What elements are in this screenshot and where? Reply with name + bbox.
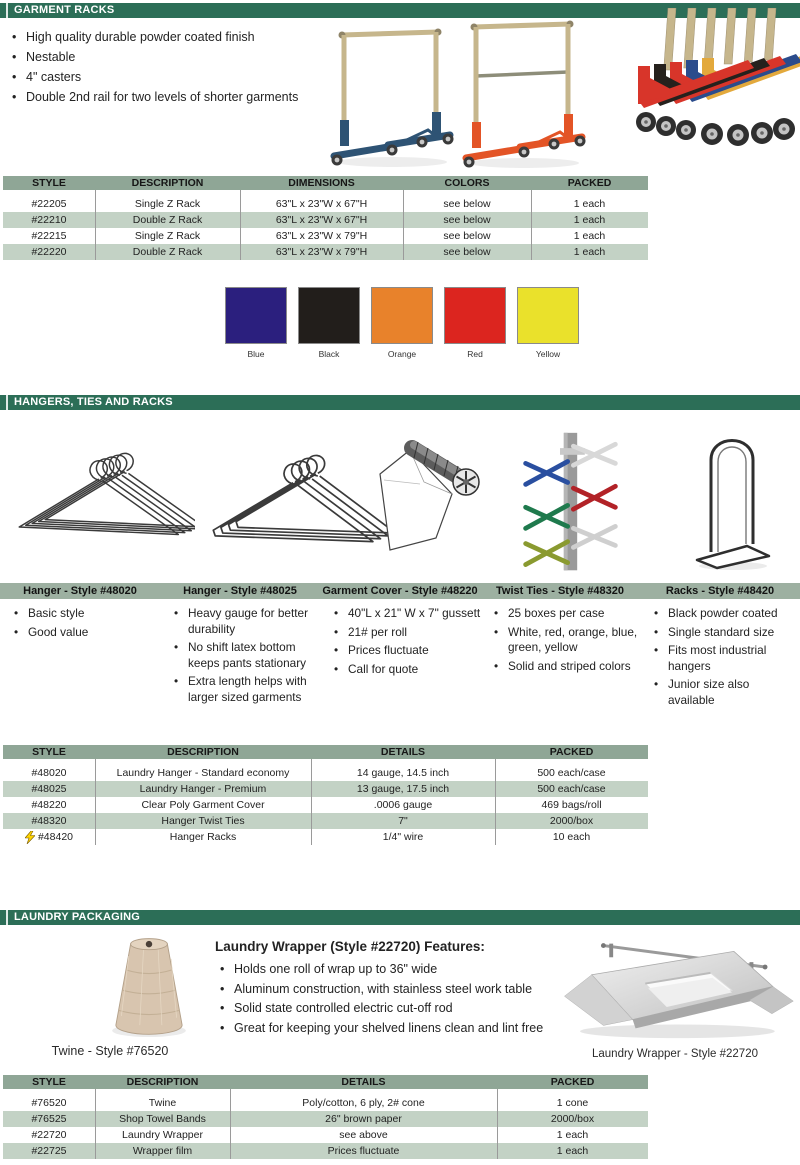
cell-style: #22720 — [31, 1129, 67, 1141]
color-swatch-black — [298, 287, 360, 344]
table-row — [3, 1111, 648, 1127]
feature-item: • Great for keeping your shelved linens clean and lint free — [218, 1019, 548, 1039]
cell-packed: 500 each/case — [537, 783, 606, 795]
color-swatch-orange — [371, 287, 433, 344]
cell-style: #76525 — [31, 1113, 67, 1125]
double-z-rack-image — [462, 14, 587, 169]
cell-details: Prices fluctuate — [327, 1145, 400, 1157]
cell-details: 14 gauge, 14.5 inch — [356, 767, 450, 779]
cell-description: Clear Poly Garment Cover — [141, 799, 265, 811]
header-accent-line — [6, 910, 8, 925]
premium-hanger-image — [200, 438, 390, 573]
cell-style: #22210 — [31, 214, 67, 226]
cell-colors: see below — [443, 230, 491, 242]
cell-packed: 1 cone — [556, 1097, 589, 1109]
hanger-48025-bullets — [172, 606, 324, 708]
cell-dimensions: 63"L x 23"W x 67"H — [275, 214, 368, 226]
bullet-item: • 25 boxes per case — [492, 606, 642, 622]
bullet-item: • Single standard size — [652, 625, 792, 641]
cell-details: 1/4" wire — [382, 831, 424, 843]
cell-dimensions: 63"L x 23"W x 79"H — [275, 230, 368, 242]
column-header: STYLE — [32, 177, 66, 189]
feature-item: • Holds one roll of wrap up to 36" wide — [218, 960, 548, 980]
cell-style-text: #48420 — [37, 831, 74, 843]
cell-style: #22725 — [31, 1145, 67, 1157]
cell-packed: 1 each — [573, 198, 606, 210]
twine-caption: Twine - Style #76520 — [51, 1044, 169, 1058]
column-header: PACKED — [567, 177, 612, 189]
column-header: PACKED — [549, 746, 594, 758]
cell-packed: 500 each/case — [537, 767, 606, 779]
bullet-item: • 40"L x 21" W x 7" gussett — [332, 606, 484, 622]
cell-description: Single Z Rack — [134, 198, 201, 210]
column-header: DESCRIPTION — [167, 746, 239, 758]
cell-style: #22215 — [31, 230, 67, 242]
hanger-48020-bullets — [12, 606, 160, 643]
cell-style — [3, 831, 95, 844]
bullet-item: • Solid and striped colors — [492, 659, 642, 675]
column-divider — [495, 759, 496, 845]
cell-packed: 2000/box — [550, 1113, 595, 1125]
swatch-label: Yellow — [535, 349, 561, 359]
nested-racks-image — [628, 8, 800, 148]
table-row — [3, 1127, 648, 1143]
table-row — [3, 228, 648, 244]
laundry-wrapper-image — [552, 930, 797, 1042]
column-header: COLORS — [444, 177, 490, 189]
cell-packed: 1 each — [573, 230, 606, 242]
product-column-header: Hanger - Style #48020 — [23, 585, 137, 597]
column-header: DETAILS — [380, 746, 426, 758]
cell-description: Hanger Racks — [169, 831, 237, 843]
bullet-item: • White, red, orange, blue, green, yellow — [492, 625, 642, 656]
table-row — [3, 1095, 648, 1111]
cell-description: Laundry Hanger - Premium — [139, 783, 267, 795]
twine-image — [103, 931, 195, 1041]
bullet-item: • Extra length helps with larger sized garments — [172, 674, 324, 705]
cell-details: .0006 gauge — [373, 799, 433, 811]
cell-description: Double Z Rack — [132, 246, 203, 258]
column-header: DETAILS — [341, 1076, 386, 1088]
bullet-item: • Call for quote — [332, 662, 484, 678]
cell-packed: 1 each — [556, 1129, 589, 1141]
product-column-headers — [0, 583, 800, 599]
cell-dimensions: 63"L x 23"W x 67"H — [275, 198, 368, 210]
cell-description: Laundry Hanger - Standard economy — [116, 767, 290, 779]
twist-ties-image — [518, 428, 623, 578]
cell-colors: see below — [443, 198, 491, 210]
wrapper-features-list — [218, 960, 548, 1038]
bullet-item: • No shift latex bottom keeps pants stationary — [172, 640, 324, 671]
swatch-label: Blue — [247, 349, 265, 359]
color-swatch-red — [444, 287, 506, 344]
garment-cover-image — [372, 422, 487, 567]
table-row — [3, 797, 648, 813]
color-swatch-blue — [225, 287, 287, 344]
single-z-rack-image — [330, 18, 455, 168]
product-column-header: Garment Cover - Style #48220 — [322, 585, 478, 597]
table-row — [3, 244, 648, 260]
section-title: HANGERS, TIES AND RACKS — [14, 396, 173, 408]
column-header: DESCRIPTION — [126, 1076, 199, 1088]
cell-style: #22220 — [31, 246, 67, 258]
section-header-hangers-ties-racks — [0, 395, 800, 410]
table-body — [3, 1089, 648, 1159]
cell-packed: 10 each — [552, 831, 591, 843]
cell-packed: 1 each — [573, 246, 606, 258]
cell-style: #48220 — [31, 799, 67, 811]
table-row — [3, 829, 648, 845]
cell-colors: see below — [443, 246, 491, 258]
column-divider — [403, 190, 404, 260]
feature-item: • Solid state controlled electric cut-off rod — [218, 999, 548, 1019]
column-header: DIMENSIONS — [288, 177, 355, 189]
swatch-label: Red — [467, 349, 483, 359]
column-header: STYLE — [32, 746, 66, 758]
wrapper-features-title: Laundry Wrapper (Style #22720) Features: — [215, 939, 485, 954]
product-column-header: Twist Ties - Style #48320 — [496, 585, 624, 597]
header-accent-line — [6, 395, 8, 410]
column-header: DESCRIPTION — [131, 177, 204, 189]
cell-packed: 1 each — [556, 1145, 589, 1157]
cell-details: 13 gauge, 17.5 inch — [356, 783, 450, 795]
column-header: PACKED — [550, 1076, 595, 1088]
bullet-item: • Heavy gauge for better durability — [172, 606, 324, 637]
feature-item: • Nestable — [10, 47, 340, 67]
cell-description: Single Z Rack — [134, 230, 201, 242]
cell-colors: see below — [443, 214, 491, 226]
cell-description: Wrapper film — [132, 1145, 193, 1157]
table-header-row — [3, 745, 648, 759]
column-divider — [240, 190, 241, 260]
table-row — [3, 196, 648, 212]
bullet-item: • 21# per roll — [332, 625, 484, 641]
feature-item: • 4" casters — [10, 67, 340, 87]
cell-style: #48320 — [31, 815, 67, 827]
section-title: GARMENT RACKS — [14, 4, 115, 16]
table-row — [3, 765, 648, 781]
cell-description: Double Z Rack — [132, 214, 203, 226]
garment-cover-bullets — [332, 606, 484, 680]
column-divider — [311, 759, 312, 845]
cell-packed: 2000/box — [549, 815, 594, 827]
column-header: STYLE — [32, 1076, 66, 1088]
product-column-header: Hanger - Style #48025 — [183, 585, 297, 597]
table-row — [3, 1143, 648, 1159]
cell-details: Poly/cotton, 6 ply, 2# cone — [302, 1097, 425, 1109]
feature-item: • Double 2nd rail for two levels of shorter garments — [10, 87, 340, 107]
cell-description: Twine — [148, 1097, 177, 1109]
cell-description: Shop Towel Bands — [119, 1113, 206, 1125]
section-header-laundry-packaging — [0, 910, 800, 925]
table-row — [3, 813, 648, 829]
cell-details: 26" brown paper — [325, 1113, 402, 1125]
header-accent-line — [6, 3, 8, 18]
garment-features-list — [10, 27, 340, 107]
column-divider — [497, 1089, 498, 1159]
cell-style: #76520 — [31, 1097, 67, 1109]
economy-hanger-image — [10, 438, 195, 568]
table-header-row — [3, 176, 648, 190]
column-divider — [531, 190, 532, 260]
cell-description: Laundry Wrapper — [122, 1129, 203, 1141]
cell-style: #48020 — [31, 767, 67, 779]
bullet-item: • Basic style — [12, 606, 160, 622]
bullet-item: • Junior size also available — [652, 677, 792, 708]
column-divider — [95, 190, 96, 260]
bullet-item: • Black powder coated — [652, 606, 792, 622]
hanger-rack-image — [686, 422, 778, 572]
laundry-packaging-table — [3, 1075, 648, 1159]
swatch-label: Orange — [387, 349, 417, 359]
product-column-header: Racks - Style #48420 — [665, 585, 775, 597]
color-swatch-yellow — [517, 287, 579, 344]
hangers-table — [3, 745, 648, 845]
bullet-item: • Good value — [12, 625, 160, 641]
table-row — [3, 212, 648, 228]
table-header-row — [3, 1075, 648, 1089]
cell-packed: 1 each — [573, 214, 606, 226]
swatch-label: Black — [318, 349, 340, 359]
cell-details: 7" — [398, 815, 408, 827]
table-row — [3, 781, 648, 797]
bullet-item: • Prices fluctuate — [332, 643, 484, 659]
cell-style: #48025 — [31, 783, 67, 795]
cell-description: Hanger Twist Ties — [161, 815, 245, 827]
section-title: LAUNDRY PACKAGING — [14, 911, 141, 923]
cell-packed: 469 bags/roll — [541, 799, 602, 811]
lightning-bolt-icon — [25, 831, 35, 844]
cell-details: see above — [339, 1129, 388, 1141]
garment-racks-table — [3, 176, 648, 260]
bullet-item: • Fits most industrial hangers — [652, 643, 792, 674]
column-divider — [95, 1089, 96, 1159]
cell-dimensions: 63"L x 23"W x 79"H — [275, 246, 368, 258]
column-divider — [230, 1089, 231, 1159]
cell-style: #22205 — [31, 198, 67, 210]
wrapper-caption: Laundry Wrapper - Style #22720 — [592, 1048, 758, 1060]
column-divider — [95, 759, 96, 845]
feature-item: • Aluminum construction, with stainless steel work table — [218, 980, 548, 1000]
table-body — [3, 190, 648, 260]
table-body — [3, 759, 648, 845]
feature-item: • High quality durable powder coated finish — [10, 27, 340, 47]
twist-ties-bullets — [492, 606, 642, 677]
racks-bullets — [652, 606, 792, 711]
